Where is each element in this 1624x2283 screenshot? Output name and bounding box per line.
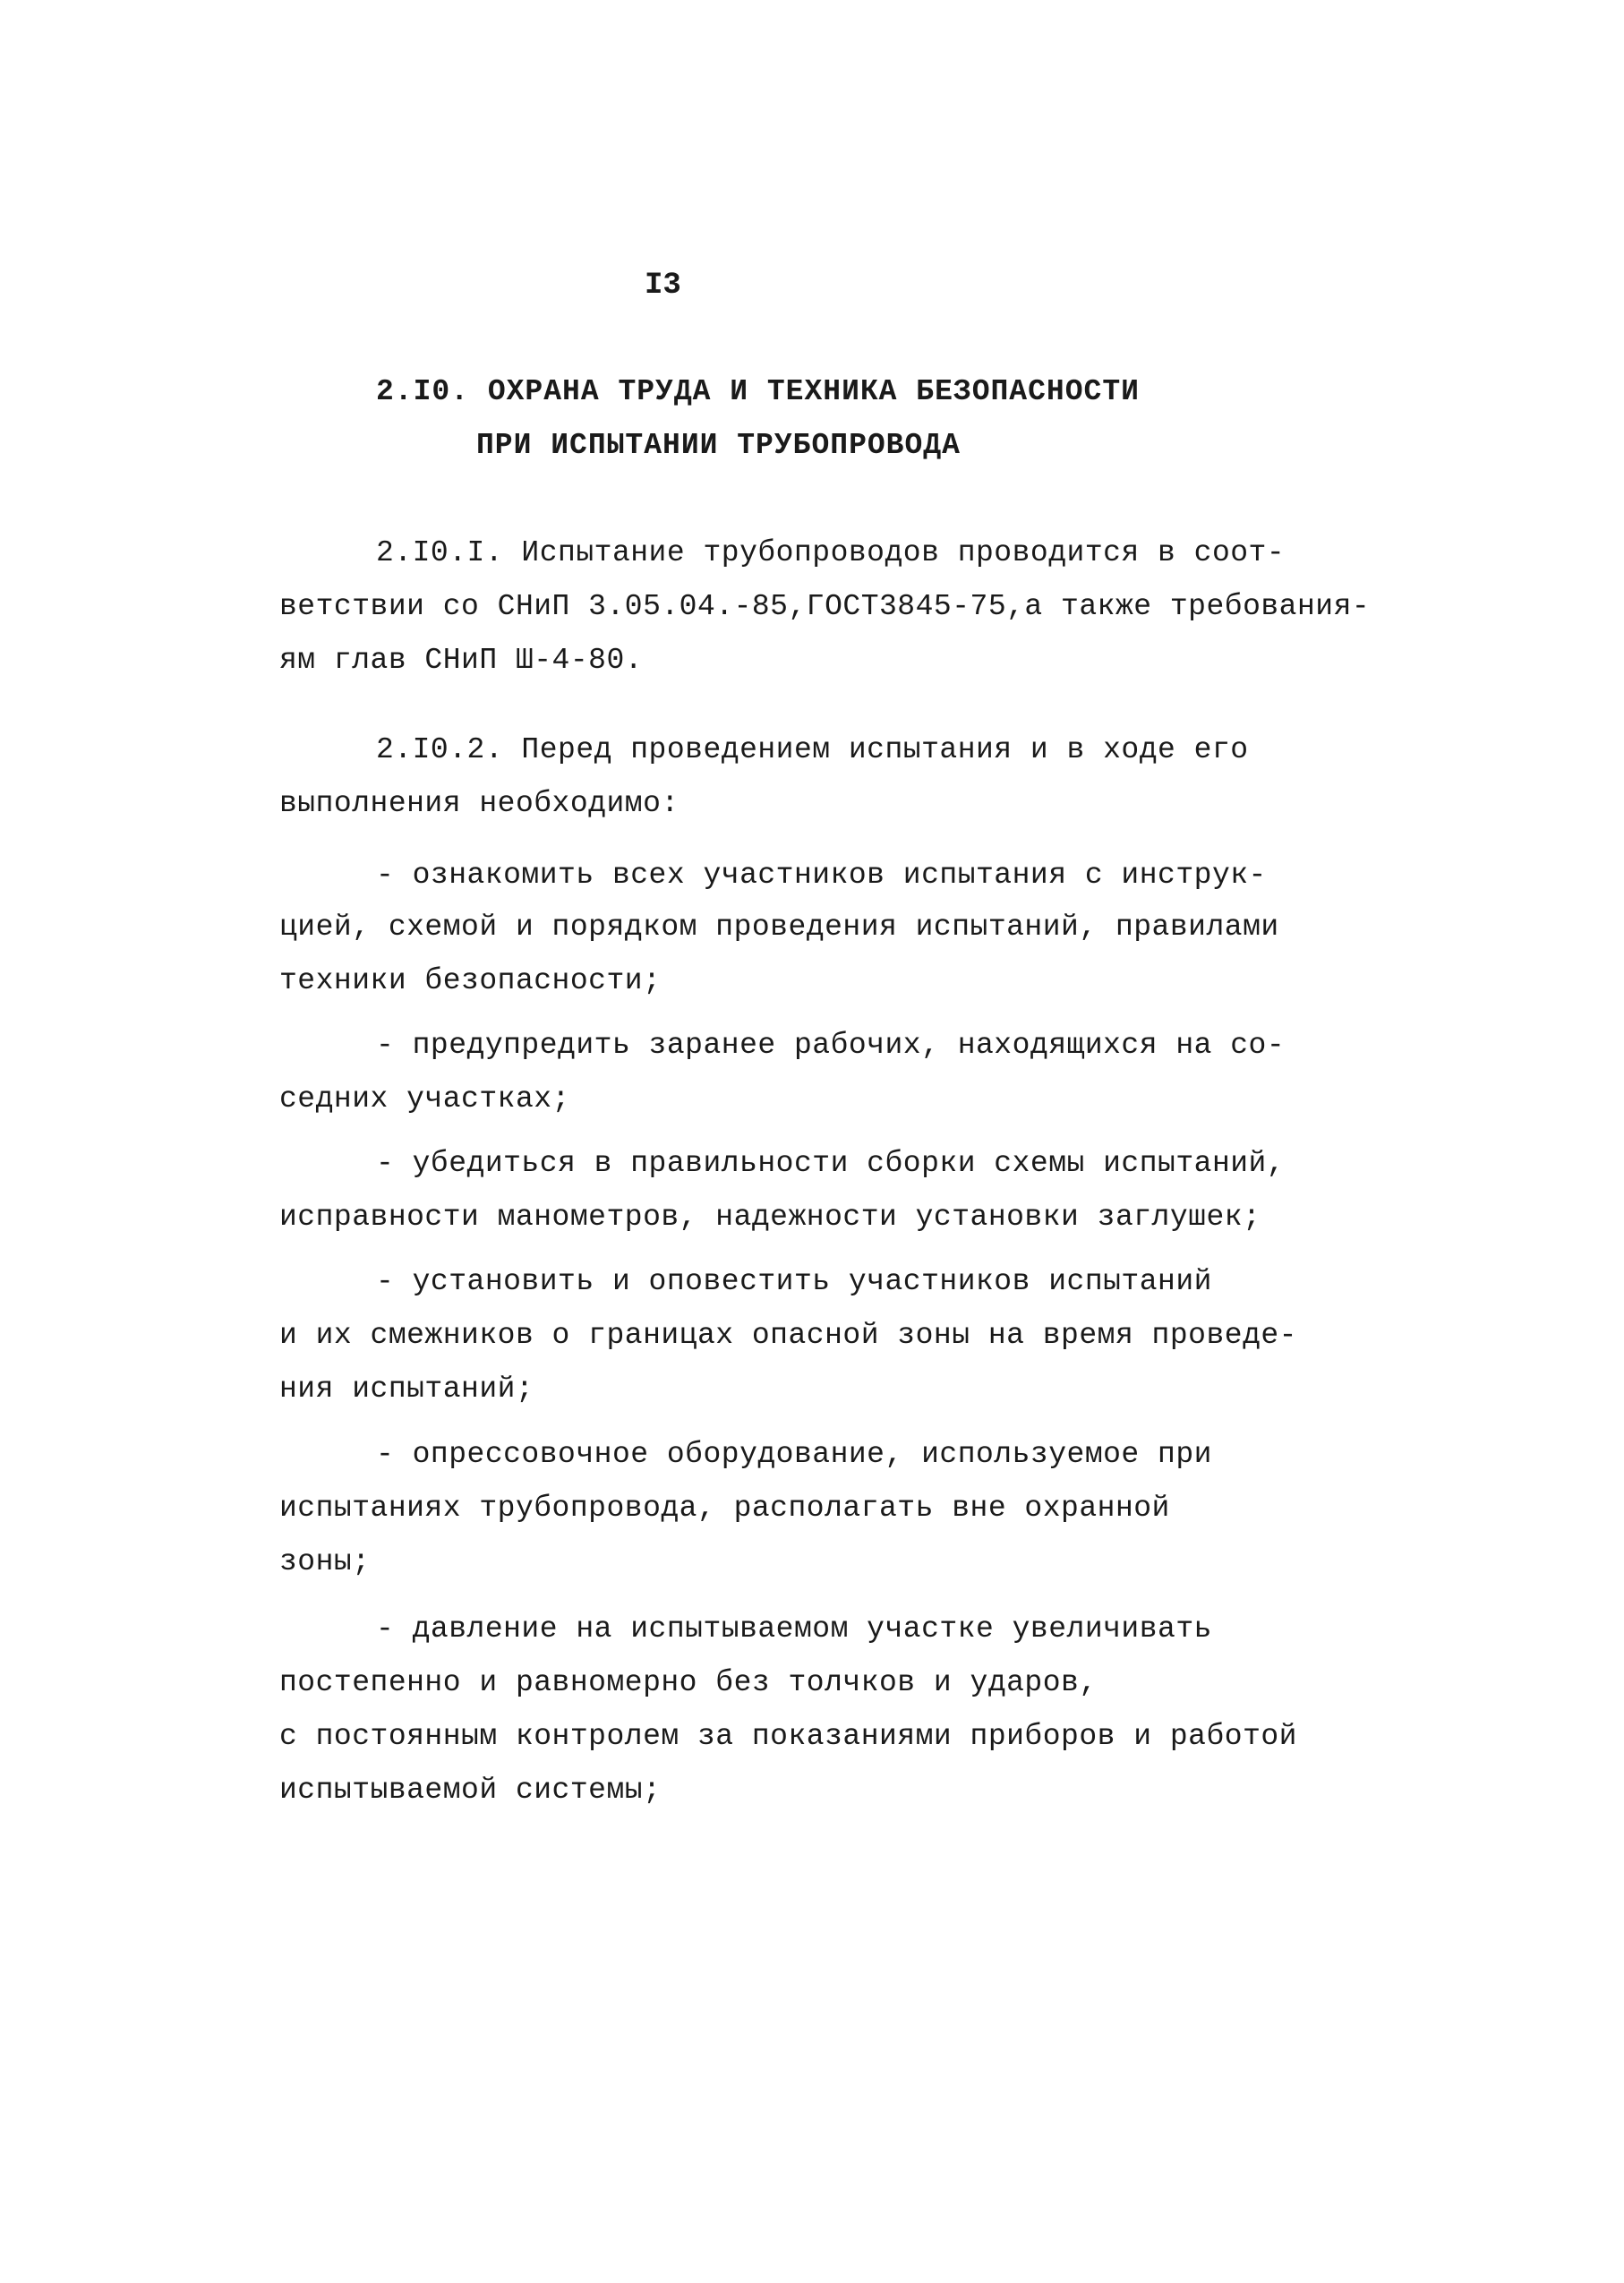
paragraph-2-10-2-line-1: 2.I0.2. Перед проведением испытания и в ходе его	[376, 733, 1249, 766]
list-item-2-line-1: - предупредить заранее рабочих, находящихся на со-	[376, 1029, 1286, 1062]
list-item-6-line-1: - давление на испытываемом участке увеличивать	[376, 1612, 1212, 1646]
list-item-5-line-3: зоны;	[279, 1545, 371, 1578]
list-item-4-line-3: ния испытаний;	[279, 1372, 534, 1406]
list-item-1-line-2: цией, схемой и порядком проведения испытаний, правилами	[279, 911, 1279, 944]
page-number: I3	[645, 269, 681, 303]
list-item-1-line-1: - ознакомить всех участников испытания с инструк-	[376, 859, 1267, 892]
list-item-5-line-2: испытаниях трубопровода, располагать вне охранной	[279, 1492, 1170, 1525]
list-item-6-line-2: постепенно и равномерно без толчков и ударов,	[279, 1666, 1098, 1699]
paragraph-2-10-1-line-3: ям глав СНиП Ш-4-80.	[279, 644, 644, 677]
section-heading-line-1: 2.I0. ОХРАНА ТРУДА И ТЕХНИКА БЕЗОПАСНОСТИ	[376, 375, 1140, 408]
paragraph-2-10-1-line-2: ветствии со СНиП 3.05.04.-85,ГОСТ3845-75,а также требования-	[279, 590, 1371, 623]
paragraph-2-10-2-line-2: выполнения необходимо:	[279, 787, 680, 820]
list-item-2-line-2: седних участках;	[279, 1082, 570, 1116]
list-item-6-line-3: с постоянным контролем за показаниями приборов и работой	[279, 1720, 1297, 1753]
paragraph-2-10-1-line-1: 2.I0.I. Испытание трубопроводов проводится в соот-	[376, 536, 1286, 569]
section-heading-line-2: ПРИ ИСПЫТАНИИ ТРУБОПРОВОДА	[476, 429, 961, 462]
list-item-4-line-2: и их смежников о границах опасной зоны на время проведе-	[279, 1319, 1297, 1352]
list-item-4-line-1: - установить и оповестить участников испытаний	[376, 1265, 1212, 1298]
list-item-5-line-1: - опрессовочное оборудование, используемое при	[376, 1438, 1212, 1471]
list-item-3-line-1: - убедиться в правильности сборки схемы испытаний,	[376, 1147, 1286, 1180]
list-item-3-line-2: исправности манометров, надежности установки заглушек;	[279, 1201, 1261, 1234]
list-item-6-line-4: испытываемой системы;	[279, 1774, 662, 1807]
list-item-1-line-3: техники безопасности;	[279, 964, 662, 997]
